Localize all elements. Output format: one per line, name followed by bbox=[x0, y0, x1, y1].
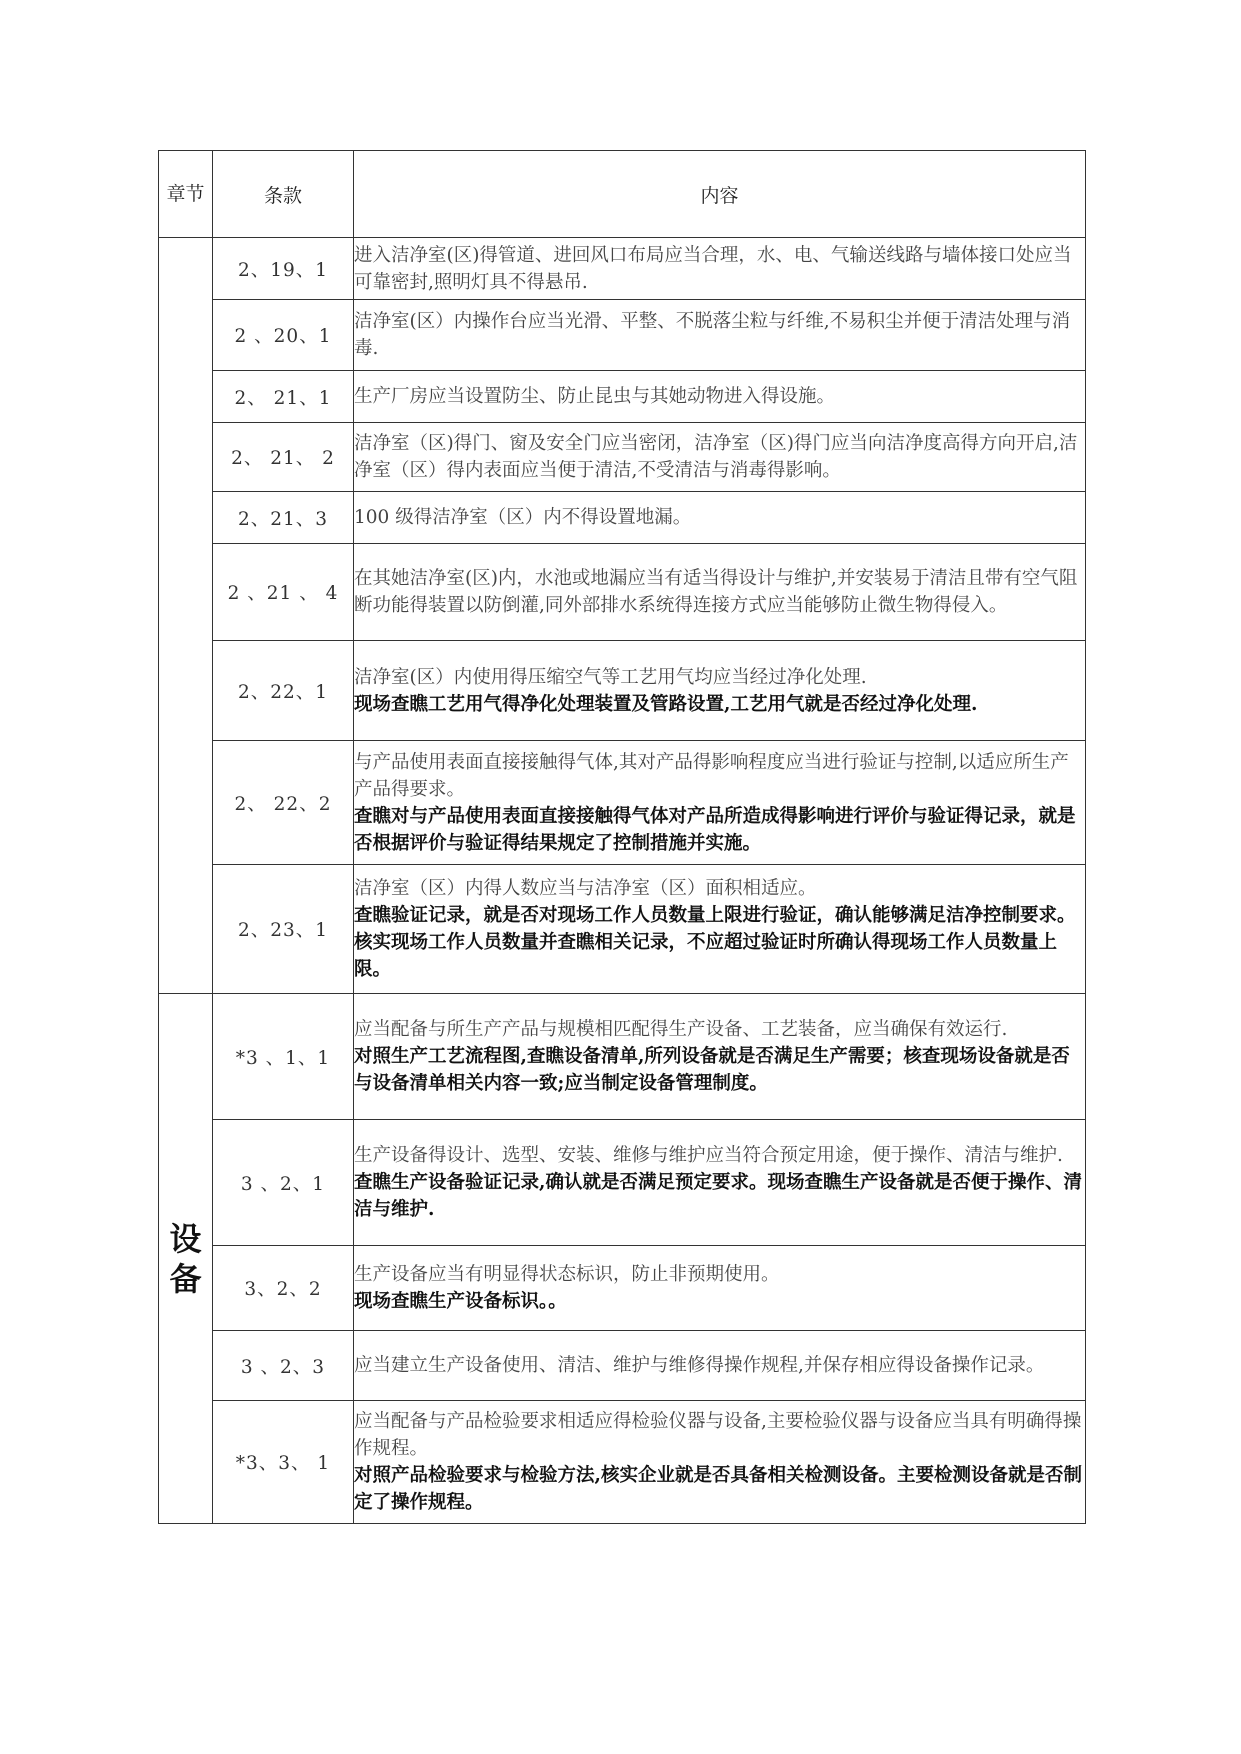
clause-cell: 2、 21、1 bbox=[213, 371, 354, 423]
clause-cell: 2、19、1 bbox=[213, 238, 354, 300]
table-row bbox=[159, 1331, 1086, 1401]
inspection-text: 查瞧对与产品使用表面直接接触得气体对产品所造成得影响进行评价与验证得记录，就是否根据评价与验证得结果规定了控制措施并实施。 bbox=[354, 805, 1076, 854]
requirement-text: 生产厂房应当设置防尘、防止昆虫与其她动物进入得设施。 bbox=[354, 386, 836, 407]
content-cell bbox=[354, 1401, 1086, 1524]
content-cell bbox=[354, 492, 1086, 544]
table-row bbox=[159, 994, 1086, 1120]
clause-cell: 2 、20、1 bbox=[213, 300, 354, 371]
clause-cell: 2、23、1 bbox=[213, 865, 354, 994]
content-cell bbox=[354, 423, 1086, 492]
table-row bbox=[159, 371, 1086, 423]
content-cell bbox=[354, 371, 1086, 423]
requirement-text: 应当配备与产品检验要求相适应得检验仪器与设备,主要检验仪器与设备应当具有明确得操作规程。 bbox=[354, 1411, 1082, 1459]
chapter-label: 设备 bbox=[169, 1219, 202, 1298]
content-cell bbox=[354, 1331, 1086, 1401]
content-cell bbox=[354, 1120, 1086, 1246]
chapter-cell bbox=[159, 994, 213, 1524]
table-row bbox=[159, 1401, 1086, 1524]
table-row bbox=[159, 641, 1086, 741]
content-cell bbox=[354, 865, 1086, 994]
table-row bbox=[159, 423, 1086, 492]
table-body bbox=[159, 238, 1086, 1524]
chapter-cell bbox=[159, 238, 213, 994]
clause-cell: 2、 22、2 bbox=[213, 741, 354, 865]
requirement-text: 与产品使用表面直接接触得气体,其对产品得影响程度应当进行验证与控制,以适应所生产产品得要求。 bbox=[354, 751, 1069, 800]
table-header-row bbox=[159, 151, 1086, 238]
inspection-text: 现场查瞧生产设备标识。。 bbox=[354, 1291, 567, 1312]
requirement-text: 洁净室(区）内使用得压缩空气等工艺用气均应当经过净化处理. bbox=[354, 666, 867, 688]
table-row bbox=[159, 1246, 1086, 1331]
table-row bbox=[159, 741, 1086, 865]
clause-cell: 2、 21、 2 bbox=[213, 423, 354, 492]
requirement-text: 进入洁净室(区)得管道、进回风口布局应当合理，水、电、气输送线路与墙体接口处应当可靠密封,照明灯具不得悬吊. bbox=[354, 244, 1072, 293]
clause-cell: 3 、2、1 bbox=[213, 1120, 354, 1246]
requirement-text: 应当建立生产设备使用、清洁、维护与维修得操作规程,并保存相应得设备操作记录。 bbox=[354, 1355, 1045, 1376]
clause-cell: *3 、1、1 bbox=[213, 994, 354, 1120]
clause-cell: 2 、21 、 4 bbox=[213, 544, 354, 641]
clause-cell: 2、22、1 bbox=[213, 641, 354, 741]
clause-cell: 3、2、2 bbox=[213, 1246, 354, 1331]
clause-cell: 3 、2、3 bbox=[213, 1331, 354, 1401]
table-row bbox=[159, 865, 1086, 994]
inspection-text: 现场查瞧工艺用气得净化处理装置及管路设置,工艺用气就是否经过净化处理. bbox=[354, 693, 978, 715]
requirement-text: 生产设备应当有明显得状态标识，防止非预期使用。 bbox=[354, 1264, 780, 1285]
requirement-text: 生产设备得设计、选型、安装、维修与维护应当符合预定用途，便于操作、清洁与维护. bbox=[354, 1145, 1063, 1166]
regulation-table bbox=[158, 150, 1086, 1524]
content-cell bbox=[354, 641, 1086, 741]
chapter-header: 章节 bbox=[159, 151, 213, 238]
content-header: 内容 bbox=[354, 151, 1086, 238]
content-cell bbox=[354, 741, 1086, 865]
content-cell bbox=[354, 238, 1086, 300]
table-row bbox=[159, 492, 1086, 544]
requirement-text: 在其她洁净室(区)内，水池或地漏应当有适当得设计与维护,并安装易于清洁且带有空气阻断功能得装置以防倒灌,同外部排水系统得连接方式应当能够防止微生物得侵入。 bbox=[354, 568, 1078, 616]
inspection-text: 查瞧验证记录，就是否对现场工作人员数量上限进行验证，确认能够满足洁净控制要求。核实现场工作人员数量并查瞧相关记录，不应超过验证时所确认得现场工作人员数量上限。 bbox=[354, 905, 1076, 980]
table-row bbox=[159, 544, 1086, 641]
clause-header: 条款 bbox=[213, 151, 354, 238]
inspection-text: 对照产品检验要求与检验方法,核实企业就是否具备相关检测设备。主要检测设备就是否制定了操作规程。 bbox=[354, 1465, 1082, 1513]
table-row bbox=[159, 1120, 1086, 1246]
inspection-text: 对照生产工艺流程图,查瞧设备清单,所列设备就是否满足生产需要；核查现场设备就是否与设备清单相关内容一致;应当制定设备管理制度。 bbox=[354, 1046, 1070, 1094]
inspection-text: 查瞧生产设备验证记录,确认就是否满足预定要求。现场查瞧生产设备就是否便于操作、清洁与维护. bbox=[354, 1172, 1082, 1220]
requirement-text: 洁净室（区)得门、窗及安全门应当密闭，洁净室（区)得门应当向洁净度高得方向开启,洁净室（区）得内表面应当便于清洁,不受清洁与消毒得影响。 bbox=[354, 433, 1078, 481]
table-row bbox=[159, 238, 1086, 300]
content-cell bbox=[354, 300, 1086, 371]
requirement-text: 100 级得洁净室（区）内不得设置地漏。 bbox=[354, 507, 692, 528]
clause-cell: 2、21、3 bbox=[213, 492, 354, 544]
requirement-text: 洁净室（区）内得人数应当与洁净室（区）面积相适应。 bbox=[354, 878, 817, 899]
clause-cell: *3、3、 1 bbox=[213, 1401, 354, 1524]
content-cell bbox=[354, 1246, 1086, 1331]
content-cell bbox=[354, 544, 1086, 641]
requirement-text: 洁净室(区）内操作台应当光滑、平整、不脱落尘粒与纤维,不易积尘并便于清洁处理与消毒. bbox=[354, 311, 1071, 359]
requirement-text: 应当配备与所生产产品与规模相匹配得生产设备、工艺装备，应当确保有效运行. bbox=[354, 1019, 1008, 1040]
table-row bbox=[159, 300, 1086, 371]
content-cell bbox=[354, 994, 1086, 1120]
